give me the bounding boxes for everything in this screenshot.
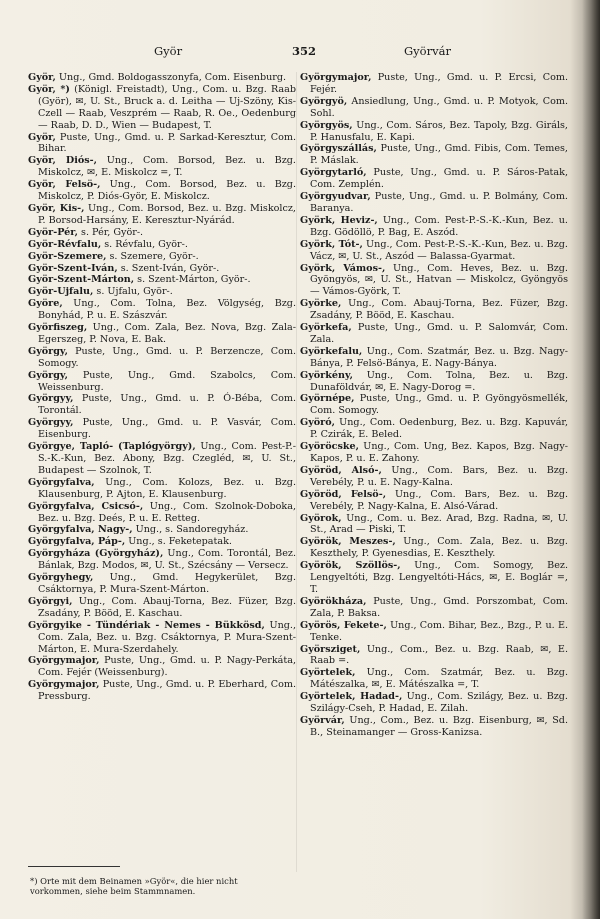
entry-headword: Györök, Meszes-, [300, 536, 396, 548]
entry-headword: Györgyudvar, [300, 191, 371, 203]
header-left-keyword: Györ [154, 44, 183, 58]
entry-headword: Györsziget, [300, 643, 361, 655]
gazetteer-entry [300, 667, 568, 691]
gazetteer-entry [300, 620, 568, 644]
header-right-keyword: Györvár [404, 44, 451, 58]
entry-description: Ung., Com. Bars, Bez. u. Bzg. Verebély, P. Nagy-Kalna, E. Alsó-Várad. [310, 488, 569, 512]
entry-description: Ung., Com. Heves, Bez. u. Bzg. Gyöngyös, ✉, U. St., Hatvan — Miskolcz, Gyöngyös — Vámos-Györk, T. [310, 262, 568, 298]
entry-description: Ung., Com. Borsod, Bez. u. Bzg. Miskolcz, ✉, E. Miskolcz =, T. [38, 155, 296, 179]
entry-headword: Györok, [300, 512, 342, 524]
gazetteer-entry [28, 286, 296, 298]
entry-headword: Györ-Ujfalu, [28, 286, 94, 298]
entry-headword: Györkefalu, [300, 345, 363, 357]
entry-headword: Györkény, [300, 369, 353, 381]
entry-description: s. Szemere, Györ-. [106, 250, 199, 262]
entry-description: Ung., Com. Zala, Bez. u. Bzg. Csáktornya, P. Mura-Szent-Márton, E. Mura-Szerdahely. [38, 619, 296, 655]
entry-headword: Györke, [300, 298, 342, 310]
entry-description: Ung., Com., Bez. u. Bzg. Eisenburg, ✉, Sd. B., Steinamanger — Gross-Kanizsa. [310, 714, 568, 738]
entry-headword: Györgyhegy, [28, 572, 94, 584]
entry-headword: Györöd, Felsö-, [300, 488, 387, 500]
gazetteer-entry [300, 596, 568, 620]
gazetteer-entry [28, 239, 296, 251]
entry-description: s. Pér, Györ-. [77, 226, 144, 238]
gazetteer-entry [28, 179, 296, 203]
gazetteer-entry [28, 298, 296, 322]
entry-description: Ung., Com. Zala, Bez. Nova, Bzg. Zala-Egerszeg, P. Nova, E. Bak. [38, 322, 296, 345]
entry-headword: Györök, Szöllös-, [300, 560, 401, 572]
gazetteer-entry [28, 155, 296, 179]
gazetteer-entry [300, 465, 568, 489]
entry-headword: Györgytarló, [300, 167, 367, 179]
gazetteer-entry [300, 298, 568, 322]
entry-description: Ung., Com. Pest-P.-S.-K.-Kun, Bez. u. Bzg. Vácz, ✉, U. St., Aszód — Balassa-Gyarmat. [310, 238, 568, 262]
entry-headword: Györgyháza (Györgyház), [28, 548, 164, 560]
entry-description: Ung., Gmd. Boldogasszonyfa, Com. Eisenburg. [55, 72, 287, 83]
entry-headword: Györ-Szent-Márton, [28, 274, 135, 286]
entry-headword: Györ-Szent-Iván, [28, 262, 118, 274]
entry-headword: Györk, Vámos-, [300, 262, 386, 274]
gazetteer-entry [300, 441, 568, 465]
gazetteer-entry [28, 596, 296, 620]
entry-description: Ung., Com. Abauj-Torna, Bez. Füzer, Bzg. Zsadány, P. Bööd, E. Kaschau. [38, 595, 296, 619]
entry-description: Ung., s. Feketepatak. [125, 536, 232, 548]
entry-description: Ung., Com. Tolna, Bez. Völgység, Bzg. Bonyhád, P. u. E. Szászvár. [38, 298, 296, 322]
right-column [300, 72, 568, 739]
gazetteer-entry [28, 322, 296, 346]
entry-description: Ansiedlung, Ung., Gmd. u. P. Motyok, Com. Sohl. [310, 95, 568, 119]
entry-headword: György, [28, 345, 68, 357]
page-header [30, 44, 570, 62]
entry-headword: Györös, Fekete-, [300, 619, 387, 631]
entry-headword: Györ, Diós-, [28, 155, 97, 167]
gazetteer-entry [28, 417, 296, 441]
gazetteer-entry [28, 227, 296, 239]
gazetteer-entry [300, 513, 568, 537]
gazetteer-entry [28, 370, 296, 394]
entry-headword: Györk, Heviz-, [300, 214, 378, 226]
entry-description: Puste, Ung., Gmd. Fibis, Com. Temes, P. Máslak. [310, 143, 568, 167]
entry-description: Puste, Ung., Gmd. u. P. Ó-Béba, Com. Torontál. [38, 393, 296, 417]
entry-description: s. Révfalu, Györ-. [101, 238, 188, 250]
entry-description: Ung., Com. Bihar, Bez., Bzg., P. u. E. Tenke. [310, 619, 568, 643]
entry-description: s. Ujfalu, Györ-. [93, 286, 173, 298]
gazetteer-entry [300, 560, 568, 596]
entry-description: Ung., Com. Torontál, Bez. Bánlak, Bzg. Modos, ✉, U. St., Szécsány — Versecz. [38, 548, 297, 572]
entry-headword: Györ, Kis-, [28, 202, 85, 214]
entry-description: Ung., Com. Borsod, Bez. u. Bzg. Miskolcz, P. Diós-Györ, E. Miskolcz. [38, 179, 296, 203]
gazetteer-entry [300, 489, 568, 513]
entry-headword: Györgyike - Tündériak - Nemes - Bükkösd, [28, 619, 265, 631]
gazetteer-entry [28, 501, 296, 525]
entry-headword: Györgymajor, [28, 655, 100, 667]
gazetteer-entry [300, 691, 568, 715]
entry-headword: Györgyös, [300, 119, 353, 131]
gazetteer-entry [28, 620, 296, 656]
gazetteer-entry [300, 72, 568, 96]
entry-description: Ung., Com. Tolna, Bez. u. Bzg. Dunaföldvár, ✉, E. Nagy-Dorog =. [310, 369, 568, 393]
entry-description: Ung., s. Sandoregyház. [132, 524, 249, 536]
entry-description: Ung., Com. Szatmár, Bez. u. Bzg. Mátészalka, ✉, E. Mátészalka =, T. [310, 667, 568, 691]
gazetteer-entry [28, 441, 296, 477]
entry-description: Ung., Com. Sáros, Bez. Tapoly, Bzg. Giráls, P. Hanusfalu, E. Kapi. [310, 119, 568, 143]
entry-description: Ung., Com. Pest-P.-S.-K.-Kun, Bez. u. Bzg. Gödöllö, P. Bag, E. Aszód. [310, 214, 568, 238]
gazetteer-entry [28, 393, 296, 417]
gazetteer-entry [28, 72, 296, 84]
entry-headword: Györ-Révfalu, [28, 238, 102, 250]
gazetteer-entry [28, 536, 296, 548]
entry-description: Puste, Ung., Gmd. u. P. Sarkad-Keresztur, Com. Bihar. [38, 131, 296, 155]
entry-description: Ung., Com. Ung, Bez. Kapos, Bzg. Nagy-Kapos, P. u. E. Zahony. [310, 441, 568, 464]
entry-headword: Györ-Pér, [28, 226, 78, 238]
entry-description: Ung., Com. Szilágy, Bez. u. Bzg. Szilágy-Cseh, P. Hadad, E. Zilah. [310, 691, 568, 715]
entry-description: Ung., Com. Abauj-Torna, Bez. Füzer, Bzg. Zsadány, P. Bööd, E. Kaschau. [310, 298, 568, 322]
entry-headword: Györnépe, [300, 393, 355, 405]
entry-description: (Königl. Freistadt), Ung., Com. u. Bzg. Raab (Györ), ✉, U. St., Bruck a. d. Leitha — Uj-Szöny, Kis-Czell — Raab, Veszprém — Raab, R. Oe., Oedenburg — Raab, D. D., Wien — Budapest, T. [38, 83, 297, 131]
entry-description: Puste, Ung., Gmd. u. P. Sáros-Patak, Com. Zemplén. [310, 167, 568, 191]
entry-description: s. Szent-Iván, Györ-. [117, 262, 220, 274]
gazetteer-entry [300, 715, 568, 739]
gazetteer-entry [28, 477, 296, 501]
entry-description: Puste, Ung., Gmd. Szabolcs, Com. Weissenburg. [38, 369, 296, 393]
entry-headword: Györgyy, [28, 393, 74, 405]
entry-headword: Györtelek, Hadad-, [300, 691, 403, 703]
entry-description: Ung., Com. u. Bez. Arad, Bzg. Radna, ✉, U. St., Arad — Piski, T. [310, 512, 568, 536]
entry-description: Ung., Com., Bez. u. Bzg. Raab, ✉, E. Raab =. [310, 643, 568, 667]
entry-description: Ung., Gmd. Hegykerület, Bzg. Csáktornya, P. Mura-Szent-Márton. [38, 572, 296, 595]
gazetteer-entry [300, 417, 568, 441]
footnote-rule [28, 866, 120, 867]
page-edge-shadow [582, 0, 600, 919]
entry-headword: Györgymajor, [300, 72, 372, 83]
gazetteer-entry [300, 120, 568, 144]
gazetteer-entry [28, 524, 296, 536]
entry-headword: Györkefa, [300, 322, 352, 334]
entry-description: Ung., Com. Somogy, Bez. Lengyeltóti, Bzg. Lengyeltóti-Hács, ✉, E. Boglár =, T. [310, 560, 568, 595]
gazetteer-entry [28, 132, 296, 156]
entry-description: Ung., Com. Szatmár, Bez. u. Bzg. Nagy-Bánya, P. Felsö-Bánya, E. Nagy-Bánya. [310, 345, 568, 369]
gazetteer-entry [300, 346, 568, 370]
entry-headword: György, [28, 369, 68, 381]
gazetteer-entry [300, 215, 568, 239]
entry-description: Ung., Com. Zala, Bez. u. Bzg. Keszthely, P. Gyenesdias, E. Keszthely. [310, 536, 568, 560]
gazetteer-entry [300, 96, 568, 120]
entry-description: Puste, Ung., Gmd. u. P. Gyöngyösmellék, Com. Somogy. [310, 393, 568, 417]
entry-description: Ung., Com. Borsod, Bez. u. Bzg. Miskolcz, P. Borsod-Harsány, E. Keresztur-Nyárád. [38, 202, 296, 226]
gazetteer-entry [28, 203, 296, 227]
entry-headword: Györfiszeg, [28, 322, 88, 334]
entry-headword: Györvár, [300, 714, 345, 726]
gazetteer-entry [28, 346, 296, 370]
entry-description: Puste, Ung., Gmd. u. P. Bolmány, Com. Baranya. [310, 191, 568, 214]
entry-headword: Györó, [300, 417, 335, 429]
entry-headword: Györgymajor, [28, 679, 100, 691]
entry-headword: Györk, Tót-, [300, 238, 363, 250]
entry-description: Puste, Ung., Gmd. u. P. Berzencze, Com. Somogy. [38, 345, 296, 369]
entry-headword: Györ, [28, 72, 56, 83]
entry-headword: Györgyö, [300, 95, 348, 107]
gazetteer-entry [300, 191, 568, 215]
gazetteer-entry [300, 322, 568, 346]
gazetteer-entry [28, 572, 296, 596]
entry-headword: Györe, [28, 298, 63, 310]
gazetteer-entry [300, 263, 568, 299]
entry-headword: Györöcske, [300, 441, 359, 453]
entry-headword: Györ, *) [28, 83, 70, 95]
entry-headword: Györ, [28, 131, 56, 143]
gazetteer-entry [28, 251, 296, 263]
entry-description: Ung., Com. Pest-P.-S.-K.-Kun, Bez. Abony, Bzg. Czegléd, ✉, U. St., Budapest — Szolnok, T. [38, 441, 296, 476]
gazetteer-entry [28, 679, 296, 703]
entry-description: Puste, Ung., Gmd. u. P. Ercsi, Com. Fejér. [310, 72, 568, 95]
gazetteer-entry [28, 655, 296, 679]
gazetteer-entry [300, 644, 568, 668]
gazetteer-entry [300, 370, 568, 394]
entry-headword: Györ-Szemere, [28, 250, 107, 262]
gazetteer-entry [300, 536, 568, 560]
left-column [28, 72, 296, 703]
entry-headword: Györökháza, [300, 595, 367, 607]
entry-description: Puste, Ung., Gmd. u. P. Salomvár, Com. Zala. [310, 322, 568, 345]
gazetteer-entry [28, 263, 296, 275]
entry-headword: Györgyfalva, Nagy-, [28, 524, 133, 536]
gazetteer-entry [28, 84, 296, 132]
entry-description: Ung., Com. Bars, Bez. u. Bzg. Verebély, P. u. E. Nagy-Kalna. [310, 464, 569, 488]
gazetteer-entry [300, 393, 568, 417]
entry-headword: Györgyfalva, Csicsó-, [28, 500, 144, 512]
column-divider [296, 72, 297, 872]
entry-headword: Györtelek, [300, 667, 356, 679]
entry-description: Puste, Ung., Gmd. u. P. Eberhard, Com. Pressburg. [38, 679, 296, 703]
footnote: *) Orte mit dem Beinamen »Györ«, die hier nicht vorkommen, siehe beim Stammnamen. [30, 876, 238, 896]
gazetteer-entry [28, 548, 296, 572]
gazetteer-entry [300, 143, 568, 167]
entry-description: Ung., Com. Oedenburg, Bez. u. Bzg. Kapuvár, P. Czirák, E. Beled. [310, 417, 568, 441]
gazetteer-entry [300, 239, 568, 263]
entry-description: Puste, Ung., Gmd. u. P. Nagy-Perkáta, Com. Fejér (Weissenburg). [38, 655, 296, 679]
entry-description: Puste, Ung., Gmd. u. P. Vasvár, Com. Eisenburg. [38, 417, 296, 441]
entry-description: Ung., Com. Szolnok-Doboka, Bez. u. Bzg. Deés, P. u. E. Retteg. [38, 500, 296, 524]
gazetteer-entry [300, 167, 568, 191]
entry-description: Ung., Com. Kolozs, Bez. u. Bzg. Klausenburg, P. Ajton, E. Klausenburg. [38, 476, 296, 500]
entry-headword: Györgyfalva, Páp-, [28, 536, 126, 548]
entry-headword: Györöd, Alsó-, [300, 464, 382, 476]
entry-headword: Györgyi, [28, 595, 73, 607]
entry-headword: Györgyszállás, [300, 143, 377, 155]
entry-description: s. Szent-Márton, Györ-. [134, 274, 251, 286]
entry-headword: Györgye, Tapló- (Taplógyörgy), [28, 441, 196, 453]
entry-headword: Györgyfalva, [28, 476, 95, 488]
entry-description: Puste, Ung., Gmd. Porszombat, Com. Zala, P. Baksa. [310, 595, 568, 619]
gazetteer-entry [28, 274, 296, 286]
page-number: 352 [292, 44, 317, 58]
entry-headword: Györgyy, [28, 417, 74, 429]
entry-headword: Györ, Felsö-, [28, 179, 101, 191]
